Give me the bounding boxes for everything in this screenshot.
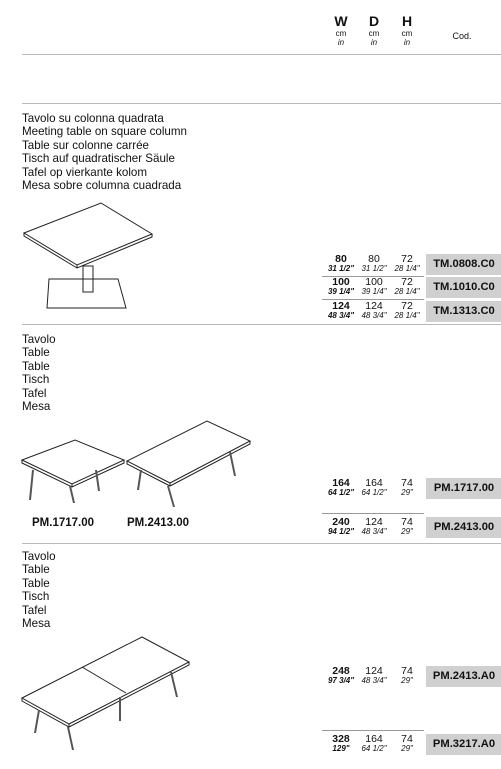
- height-in: 29": [401, 743, 413, 753]
- table-row: [322, 666, 501, 687]
- desc-line: Tisch: [22, 590, 50, 604]
- depth-in: 64 1/2": [361, 487, 387, 497]
- desc-line: Tafel: [22, 603, 47, 617]
- desc-line: Tisch auf quadratischer Säule: [22, 152, 175, 166]
- width-in: 129": [332, 743, 350, 753]
- depth-in: 64 1/2": [361, 743, 387, 753]
- depth-in: 48 3/4": [361, 310, 387, 320]
- depth-cm: 124: [365, 300, 383, 312]
- desc-line: Table sur colonne carrée: [22, 138, 149, 152]
- small-table-drawing: [22, 440, 124, 503]
- product-label-pm1717: PM.1717.00: [32, 517, 95, 529]
- header-height-unit: cm: [401, 29, 413, 38]
- height-cell: [391, 666, 423, 685]
- table-row: [322, 478, 501, 499]
- product-code: TM.1313.C0: [426, 301, 501, 322]
- depth-cell: [358, 254, 390, 273]
- depth-cell: [358, 301, 390, 320]
- desc-line: Table: [22, 346, 50, 360]
- height-cell: [391, 478, 423, 497]
- depth-cm: 164: [365, 733, 383, 745]
- height-cm: 72: [401, 253, 413, 265]
- desc-line: Tafel op vierkante kolom: [22, 165, 148, 179]
- width-cell: [325, 277, 357, 296]
- header-height-unit-in: in: [403, 38, 411, 47]
- height-in: 28 1/4": [394, 286, 420, 296]
- height-in: 29": [401, 487, 413, 497]
- width-in: 39 1/4": [327, 286, 355, 296]
- desc-line: Tafel: [22, 386, 47, 400]
- table-row: [322, 254, 501, 275]
- depth-cm: 124: [365, 516, 383, 528]
- depth-in: 39 1/4": [361, 286, 387, 296]
- desc-line: Table: [22, 576, 50, 590]
- depth-cell: [358, 517, 390, 536]
- width-in: 94 1/2": [327, 526, 355, 536]
- product-code: PM.3217.A0: [426, 734, 501, 755]
- depth-cell: [358, 478, 390, 497]
- depth-cell: [358, 277, 390, 296]
- height-in: 29": [401, 675, 413, 685]
- table-row: [322, 734, 501, 755]
- width-cm: 328: [332, 733, 350, 745]
- table-row: [322, 301, 501, 322]
- height-cm: 72: [401, 276, 413, 288]
- product-code: TM.0808.C0: [426, 254, 501, 275]
- width-cm: 240: [332, 516, 350, 528]
- depth-in: 48 3/4": [361, 675, 387, 685]
- height-cell: [391, 734, 423, 753]
- height-in: 28 1/4": [394, 263, 420, 273]
- height-in: 28 1/4": [394, 310, 420, 320]
- width-cell: [325, 301, 357, 320]
- width-cell: [325, 478, 357, 497]
- width-cell: [325, 517, 357, 536]
- depth-cell: [358, 666, 390, 685]
- width-cell: [325, 254, 357, 273]
- width-in: 48 3/4": [327, 310, 355, 320]
- desc-line: Mesa: [22, 617, 51, 631]
- width-cm: 124: [332, 300, 350, 312]
- square-column-table-drawing: [24, 203, 152, 308]
- height-cell: [391, 254, 423, 273]
- width-cm: 80: [335, 253, 347, 265]
- desc-line: Tisch: [22, 373, 50, 387]
- depth-cm: 80: [368, 253, 380, 265]
- desc-line: Tavolo: [22, 333, 56, 346]
- header-width-unit-in: in: [337, 38, 345, 47]
- width-cm: 248: [332, 665, 350, 677]
- header-depth-letter: D: [368, 13, 380, 29]
- product-code: PM.2413.00: [426, 517, 501, 538]
- header-code: Cod.: [452, 31, 472, 41]
- row-divider: [322, 513, 424, 514]
- header-depth-unit-in: in: [370, 38, 378, 47]
- height-cm: 74: [401, 733, 413, 745]
- width-in: 97 3/4": [327, 675, 355, 685]
- product-label-pm2413: PM.2413.00: [127, 517, 190, 529]
- desc-line: Table: [22, 359, 50, 373]
- extended-table-drawing: [22, 637, 189, 750]
- product-code: TM.1010.C0: [426, 277, 501, 298]
- header-width-letter: W: [334, 13, 348, 29]
- height-cell: [391, 517, 423, 536]
- header-width-unit: cm: [335, 29, 347, 38]
- depth-in: 48 3/4": [361, 526, 387, 536]
- desc-line: Meeting table on square column: [22, 125, 187, 139]
- desc-line: Mesa sobre columna cuadrada: [22, 179, 182, 193]
- header-height-letter: H: [401, 13, 413, 29]
- depth-cell: [358, 734, 390, 753]
- width-cell: [325, 734, 357, 753]
- height-cell: [391, 277, 423, 296]
- height-cm: 74: [401, 516, 413, 528]
- table-row: [322, 517, 501, 538]
- table-row: [322, 277, 501, 298]
- width-cm: 100: [332, 276, 350, 288]
- depth-cm: 100: [365, 276, 383, 288]
- width-cm: 164: [332, 477, 350, 489]
- desc-line: Mesa: [22, 400, 51, 414]
- height-cell: [391, 301, 423, 320]
- row-divider: [322, 730, 424, 731]
- desc-line: Tavolo: [22, 550, 56, 563]
- height-cm: 74: [401, 477, 413, 489]
- large-table-drawing: [127, 421, 250, 507]
- product-code: PM.2413.A0: [426, 666, 501, 687]
- desc-line: Tavolo su colonna quadrata: [22, 112, 164, 125]
- height-in: 29": [401, 526, 413, 536]
- width-in: 64 1/2": [327, 487, 355, 497]
- height-cm: 74: [401, 665, 413, 677]
- width-in: 31 1/2": [327, 263, 355, 273]
- product-code: PM.1717.00: [426, 478, 501, 499]
- width-cell: [325, 666, 357, 685]
- height-cm: 72: [401, 300, 413, 312]
- header-depth-unit: cm: [368, 29, 380, 38]
- depth-in: 31 1/2": [361, 263, 387, 273]
- depth-cm: 124: [365, 665, 383, 677]
- depth-cm: 164: [365, 477, 383, 489]
- desc-line: Table: [22, 563, 50, 577]
